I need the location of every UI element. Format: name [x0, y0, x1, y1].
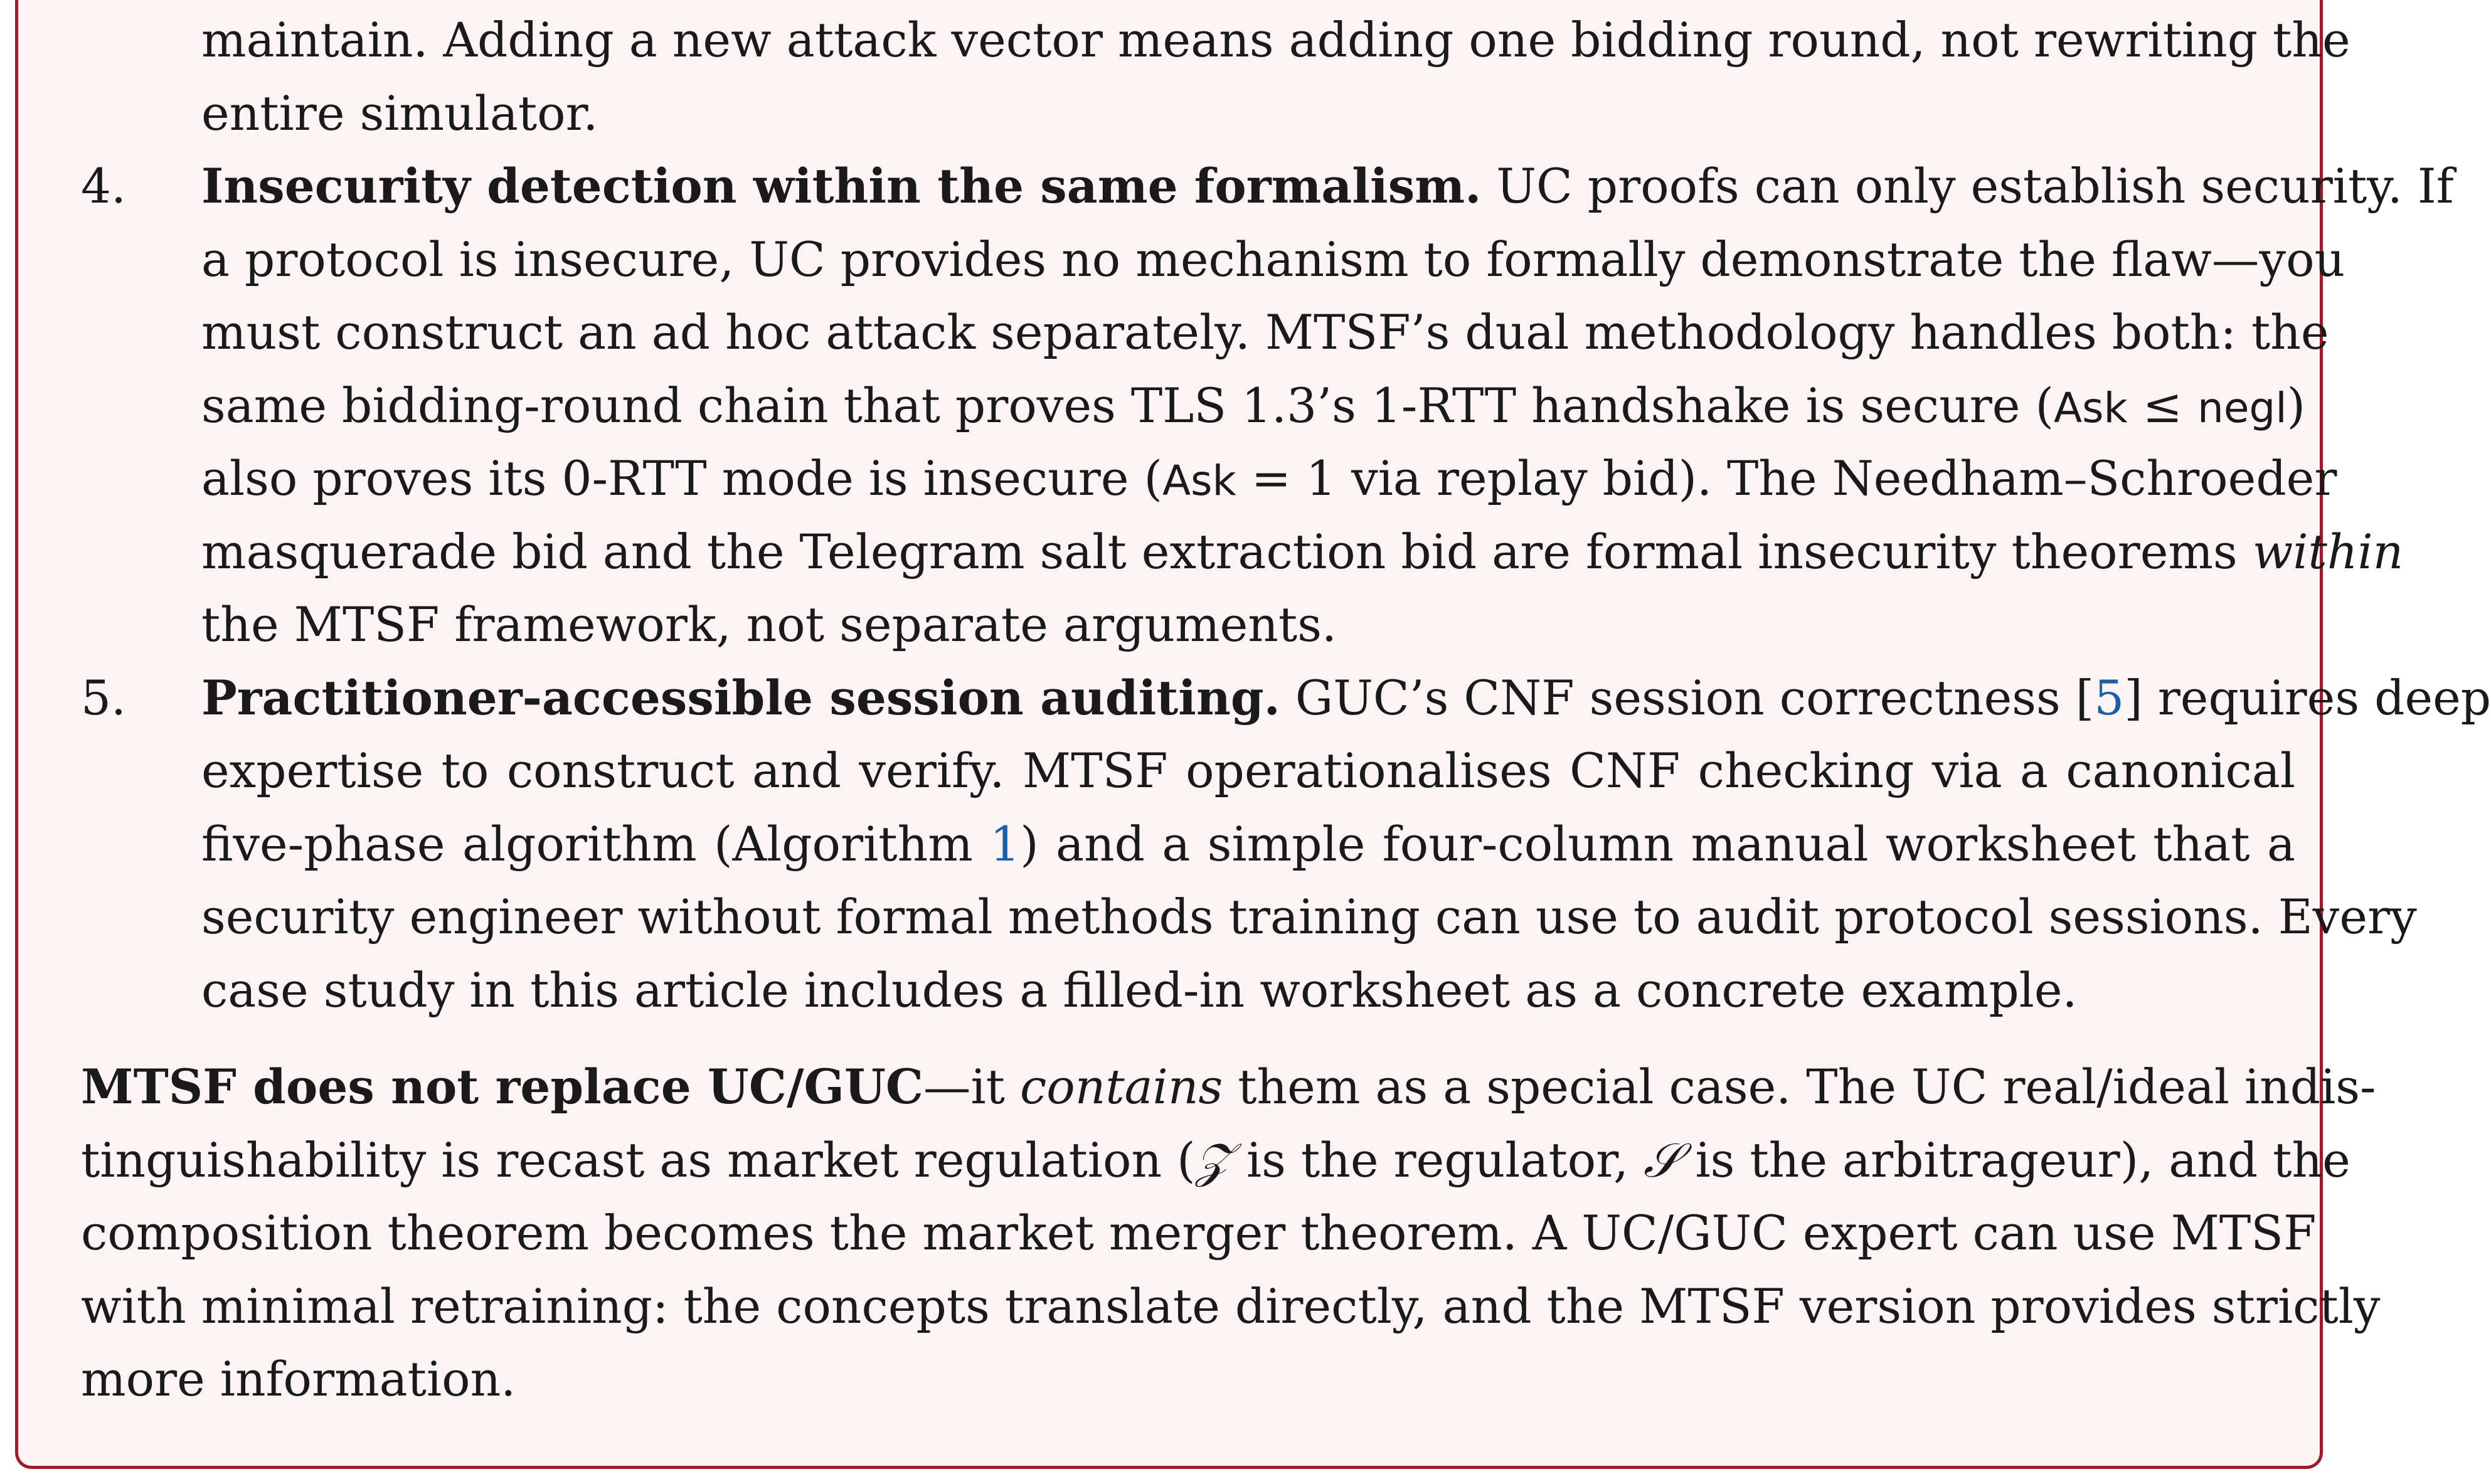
list-number: 5. [81, 670, 127, 726]
closing-text: —it [923, 1059, 1020, 1115]
ask-symbol: Ask [1162, 457, 1236, 505]
item4-text: a protocol is insecure, UC provides no mechanism to formally demonstrate the flaw—you [201, 231, 2345, 287]
emphasis-within: within [2252, 524, 2404, 580]
item4-text: same bidding-round chain that proves TLS 1.3’s 1-RTT handshake is secure ( [201, 378, 2054, 433]
item5-line [81, 808, 2295, 881]
closing-line [81, 1124, 2350, 1197]
closing-text: is the regulator, [1231, 1132, 1644, 1188]
item4-line [81, 223, 2345, 297]
item5-text: GUC’s CNF session correctness [ [1295, 670, 2095, 726]
closing-bold-lead: MTSF does not replace UC/GUC [81, 1059, 923, 1115]
item5-line [81, 734, 2295, 808]
list-item-5-first-line [81, 662, 2491, 735]
item4-text: the MTSF framework, not separate arguments. [201, 597, 1337, 652]
closing-line [81, 1343, 2295, 1416]
emphasis-contains: contains [1019, 1059, 1223, 1115]
item4-line [81, 516, 2404, 589]
item4-line [81, 296, 2329, 369]
closing-text: is the arbitrageur), and the [1680, 1132, 2350, 1188]
list-item-4-first-line [81, 150, 2454, 223]
ask-symbol: Ask [2053, 383, 2128, 432]
closing-line [81, 1051, 2376, 1124]
item3-line [81, 4, 2350, 77]
item-heading: Practitioner-accessible session auditing. [201, 669, 1280, 726]
item4-text: ) [2287, 378, 2306, 433]
item4-text: must construct an ad hoc attack separately. MTSF’s dual methodology handles both: the [201, 305, 2329, 360]
closing-line [81, 1197, 2317, 1270]
closing-text: more information. [81, 1352, 516, 1407]
theorem-box [15, 0, 2491, 1469]
closing-line [81, 1270, 2381, 1344]
item5-text: ] requires deep [2124, 670, 2491, 726]
item4-line [81, 369, 2306, 443]
item-heading: Insecurity detection within the same formalism. [201, 158, 1482, 214]
item5-text: case study in this article includes a filled-in worksheet as a concrete example. [201, 962, 2078, 1018]
item5-text: ) and a simple four-column manual worksheet that a [1020, 816, 2295, 872]
item5-text: five-phase algorithm (Algorithm [201, 816, 991, 872]
list-number: 4. [81, 159, 127, 214]
closing-text: with minimal retraining: the concepts translate directly, and the MTSF version provides strictly [81, 1278, 2381, 1334]
item4-text: = 1 via replay bid). The Needham–Schroeder [1236, 451, 2337, 506]
item4-line [81, 442, 2337, 516]
item5-text: security engineer without formal methods training can use to audit protocol sessions. Every [201, 889, 2417, 945]
closing-text: tinguishability is recast as market regulation ( [81, 1132, 1196, 1188]
item4-text: also proves its 0-RTT mode is insecure ( [201, 451, 1163, 506]
item5-line [81, 954, 2295, 1027]
leq-symbol: ≤ [2127, 378, 2197, 433]
item5-line [81, 881, 2417, 954]
item4-line [81, 588, 2295, 662]
closing-text: composition theorem becomes the market merger theorem. A UC/GUC expert can use MTSF [81, 1206, 2317, 1261]
paragraph-gap [81, 1027, 2295, 1051]
closing-text: them as a special case. The UC real/ideal indis- [1223, 1059, 2376, 1115]
symbol-z: 𝒵 [1195, 1132, 1232, 1188]
item3-line [81, 77, 2295, 151]
item3-text-2: entire simulator. [201, 85, 598, 141]
box-content [81, 4, 2491, 1416]
algorithm-link[interactable]: 1 [990, 816, 1021, 872]
item4-text: UC proofs can only establish security. If [1496, 159, 2454, 214]
negl-symbol: negl [2197, 383, 2287, 432]
item4-text: masquerade bid and the Telegram salt extraction bid are formal insecurity theorems [201, 524, 2253, 580]
citation-link[interactable]: 5 [2094, 670, 2125, 726]
item5-text: expertise to construct and verify. MTSF operationalises CNF checking via a canonical [201, 743, 2295, 798]
symbol-s: 𝒮 [1644, 1132, 1681, 1188]
item3-text-1: maintain. Adding a new attack vector means adding one bidding round, not rewriting the [201, 13, 2350, 68]
